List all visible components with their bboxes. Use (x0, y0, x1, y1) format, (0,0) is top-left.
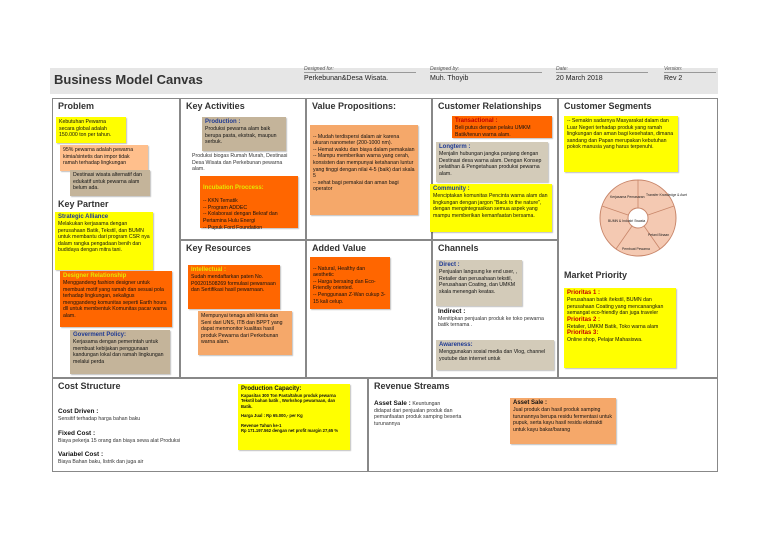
customer-segments-text: -- Semakin sadarnya Masyarakat dalam dan Luar Negeri terhadap produk yang ramah lingkungan dan aman bagi kesehatan, dimana sandang dan Papan merupakan kebutuhan pokok manusia yang harus terpenuhi. (567, 118, 674, 151)
incubation-note[interactable] (200, 176, 298, 231)
channels-title: Channels (438, 243, 479, 253)
cycle-label-kerjasama: Kerjasama Pemasaran (610, 195, 645, 199)
indirect-text: Menitipkan penjualan produk ke toko pewarna batik ternama . (438, 315, 544, 329)
intellectual-heading: Intellectual : (191, 267, 227, 273)
key-resources-experts-note[interactable] (198, 311, 292, 355)
intellectual-text: Sudah mendaftarkan paten No. P00201508269 formulasi pewarnaan dan Sertifikasi hasil pewarnaan. (191, 274, 276, 294)
goverment-policy-heading: Goverment Policy: (73, 332, 127, 338)
canvas-title: Business Model Canvas (54, 72, 203, 87)
asset-sale-note[interactable] (510, 398, 616, 444)
value-propositions-text: -- Mudah terdispersi dalam air karena ukuran nanometer (200-1000 nm). -- Hemat waktu dan biaya dalam pemakaian -- Mampu memberikan warna yang cerah, konsisten dan mempunyai ketahanan luntur yang tinggi dengan nilai 4-5 (baik) dari skala 5 -- sehat bagi pemakai dan aman bagi operator (313, 133, 415, 193)
designed-by-value[interactable]: Muh. Thoyib (430, 75, 469, 82)
cost-driven-heading: Cost Driven : (58, 408, 99, 415)
key-activities-plain: Produksi biogas Rumah Murah, Destinasi Desa Wisata dan Perkebunan pewarna alam. (192, 153, 288, 173)
direct-note[interactable] (436, 260, 522, 306)
longterm-heading: Longterm : (439, 144, 471, 150)
community-note[interactable] (430, 184, 552, 232)
date-line (556, 72, 648, 73)
cycle-label-transfer: Transfer Knowledge & Aset (646, 193, 687, 197)
designed-for-line (304, 72, 416, 73)
longterm-note[interactable] (436, 142, 548, 182)
strategic-alliance-note[interactable] (55, 212, 153, 270)
customer-segments-note[interactable] (564, 116, 678, 172)
problem-note-synthetic-text: 95% pewarna adalah pewarna kimia/sintetis dan impor tidak ramah terhadap lingkungan (63, 147, 134, 167)
designer-relationship-heading: Designer Relationship (63, 273, 127, 279)
strategic-alliance-text: Melakukan kerjasama dengan perusahaan Batik, Tekstil, dan BUMN untuk membantu dari program CSR nya dalam rangka pengadaan benih dan budidaya dengan mitra tani. (58, 221, 150, 254)
priority-1-heading: Prioritas 1 : (567, 290, 601, 296)
production-capacity-heading: Production Capacity: (241, 386, 302, 392)
community-heading: Community : (433, 186, 470, 192)
production-capacity-note[interactable] (238, 384, 350, 450)
cost-driven-block (58, 409, 228, 422)
production-capacity-text: Kapasitas 300 Ton Pasta/tahun produk pewarna Tekstil bahan batik , Workshop pewarnaan, dan Batik. (241, 393, 336, 409)
designed-for-label: Designed for: (304, 66, 334, 72)
asset-sale-sub: Keuntungan (412, 401, 441, 407)
version-value[interactable]: Rev 2 (664, 75, 683, 82)
priority-2-text: Retailer, UMKM Batik, Toko warna alam (567, 323, 659, 330)
cost-driven-text: Sensitif terhadap harga bahan baku (58, 415, 141, 422)
priority-3-text: Online shop, Pelajar Mahasiswa. (567, 337, 643, 344)
goverment-policy-text: Kerjasama dengan pemerintah untuk membuat kebijakan penggunaan kandungan lokal dan ramah lingkungan melalui perda (73, 339, 164, 365)
key-activities-title: Key Activities (186, 101, 245, 111)
problem-note-destination-text: Destinasi wisata alternatif dan edukatif untuk pewarna alam belum ada. (73, 172, 142, 192)
cost-structure-title: Cost Structure (58, 381, 121, 391)
direct-text: Penjualan langsung ke end user, , Retailer dan perusahaan tekstil, Perusahaan Coating, dan UMKM skala menengah keatas. (439, 269, 518, 295)
transactional-note[interactable] (452, 116, 552, 138)
cycle-label-bumn: BUMN & Industri Swasta (608, 219, 646, 223)
cycle-label-pembuat: Pembuat Pewarna (622, 247, 650, 251)
market-priority-title: Market Priority (564, 270, 628, 280)
priority-1-text: Perusahaan batik /tekstil, BUMN dan perusahaan Coating yang mencanangkan semangat eco-friendly dan juga traveler (567, 297, 664, 317)
asset-sale-2-text: Jual produk dan hasil produk samping turunannya berupa residu fermentasi untuk pupuk, serta kayu hasil residu ekstrakti untuk kayu bakar/barang (513, 407, 612, 433)
priority-3-heading: Prioritas 3: (567, 330, 599, 337)
production-text: Produksi pewarna alam baik berupa pasta, ekstrak, maupun serbuk. (205, 126, 277, 146)
fixed-cost-block (58, 431, 233, 444)
business-cycle-diagram (596, 176, 687, 260)
designed-for-value[interactable]: Perkebunan&Desa Wisata. (304, 75, 389, 82)
revenue-year1-text: Revenue Tahun ke-1 Rp 171.197.562 dengan net profit margin 27,65 % (241, 422, 339, 434)
priority-2-heading: Prioritas 2 : (567, 316, 601, 323)
goverment-policy-note[interactable] (70, 330, 170, 374)
indirect-block (438, 309, 550, 329)
fixed-cost-text: Biaya pekerja 15 orang dan biaya sewa alat Produksi (58, 437, 181, 444)
designed-by-line (430, 72, 542, 73)
version-line (664, 72, 716, 73)
market-priority-note[interactable] (564, 288, 676, 368)
awareness-text: Menggunakan sosial media dan Vlog, channel youtube dan internet untuk (439, 349, 546, 362)
transactional-heading: Transactional : (455, 118, 498, 124)
added-value-text: -- Natural, Healthy dan aesthetic -- Harga bersaing dan Eco-Friendly oriented. -- Penggunaan Z-Wan cukup 3-15 kali celup. (313, 265, 386, 305)
incubation-heading: Incubation Proccess: (203, 184, 264, 191)
value-propositions-note[interactable] (310, 125, 418, 215)
strategic-alliance-heading: Strategic Alliance (58, 214, 109, 220)
awareness-note[interactable] (436, 340, 554, 370)
date-value[interactable]: 20 March 2018 (556, 75, 603, 82)
designer-relationship-text: Menggandeng fashion designer untuk membuat motif yang ramah dan sesuai pola terhadap lingkungan, sekaligus menggandeng komunitas seperti Earth hours dll untuk membentuk Komunitas pacar warna alam. (63, 280, 167, 319)
asset-sale-text: didapat dari penjualan produk dan pemanfaatan produk samping beserta turunannya (374, 407, 462, 427)
indirect-heading: Indirect : (438, 308, 466, 315)
key-resources-experts-text: Mempunyai tenaga ahli kimia dan Seni dari UNS, ITB dan BPPT yang dapat menmonitor kualitas hasil produk Pewarna dari Perkebunan warna alam. (201, 313, 283, 346)
community-text: Menciptakan komunitas Pencinta warna alam dan lingkungan dengan jargon "Back to the nature", dengan mengintegrasikan semua aspek yang mampu memberikan kemanfaatan bersama. (433, 193, 548, 219)
problem-note-destination[interactable] (70, 170, 150, 196)
variable-cost-text: Biaya Bahan baku, listrik dan juga air (58, 458, 144, 465)
fixed-cost-heading: Fixed Cost : (58, 430, 96, 437)
key-resources-box (180, 240, 306, 378)
awareness-heading: Awareness: (439, 342, 473, 348)
key-partner-title: Key Partner (58, 199, 109, 209)
designed-by-label: Designed by: (430, 66, 460, 72)
asset-sale-2-heading: Asset Sale : (513, 400, 548, 406)
asset-sale-block (374, 401, 466, 427)
added-value-note[interactable] (310, 257, 390, 309)
version-label: Version: (664, 66, 683, 72)
value-propositions-title: Value Propositions: (312, 101, 397, 111)
added-value-title: Added Value (312, 243, 367, 253)
cycle-center (628, 208, 648, 228)
variable-cost-heading: Variabel Cost : (58, 451, 104, 458)
production-note[interactable] (202, 117, 286, 151)
price-text: Harga Jual : Rp 65.000,- per Kg (241, 413, 303, 419)
incubation-text: -- KKN Tematik -- Program ADDEC -- Kolaborasi dengan Bekraf dan Pertamina Hulu Energi -- Pupuk Ford Foundation (203, 198, 278, 231)
designer-relationship-note[interactable] (60, 271, 172, 327)
cycle-label-petani: Petani Binaan (648, 233, 670, 237)
date-label: Date: (556, 66, 568, 72)
problem-note-synthetic[interactable] (60, 145, 148, 171)
direct-heading: Direct : (439, 262, 460, 268)
variable-cost-block (58, 452, 228, 465)
key-resources-title: Key Resources (186, 243, 252, 253)
problem-note-demand-text: Kebutuhan Pewarna secara global adalah 150.000 ton per tahun. (59, 119, 112, 139)
asset-sale-heading: Asset Sale : (374, 400, 411, 407)
longterm-text: Menjalin hubungan jangka panjang dengan Destinasi desa warna alam. Dengan Konsep pelatihan & Pengetahuan produksi pewarna alam. (439, 151, 542, 177)
intellectual-note[interactable] (188, 265, 280, 309)
revenue-streams-title: Revenue Streams (374, 381, 450, 391)
problem-title: Problem (58, 101, 95, 111)
problem-note-demand[interactable] (56, 117, 126, 143)
production-heading: Production : (205, 119, 241, 125)
customer-relationships-title: Customer Relationships (438, 101, 542, 111)
customer-segments-title: Customer Segments (564, 101, 652, 111)
transactional-text: Beli putus dengan pelaku UMKM Batik/tenun warna alam. (455, 125, 531, 138)
